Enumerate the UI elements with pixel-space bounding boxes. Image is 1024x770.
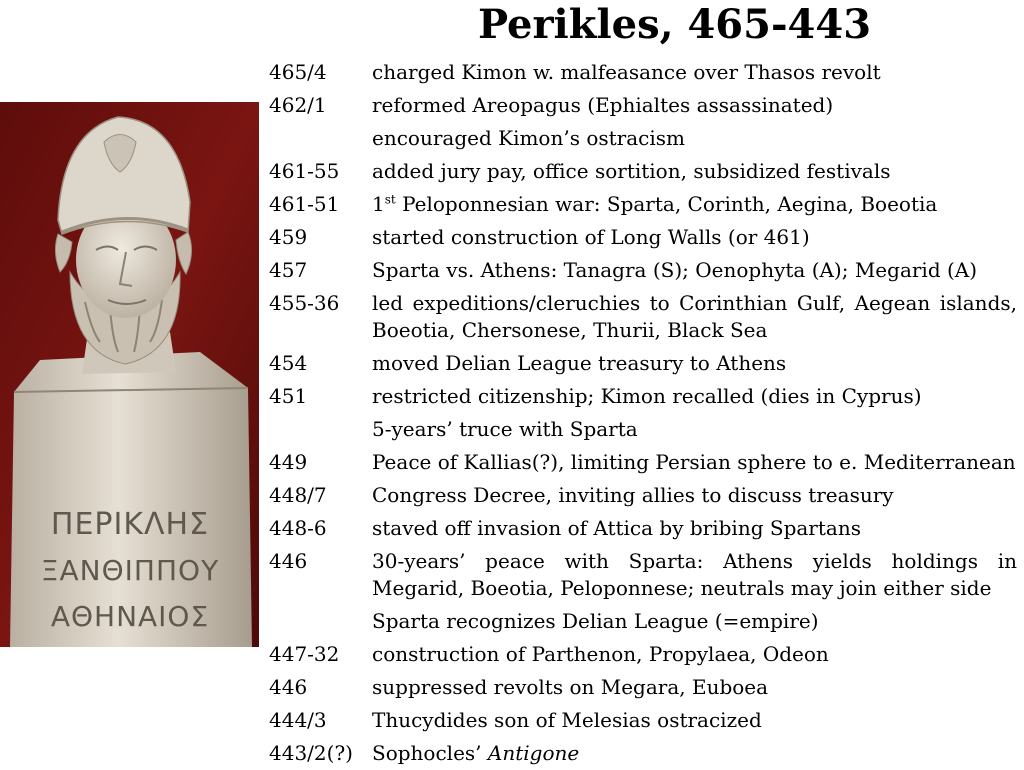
event-date: 447-32 xyxy=(269,642,340,666)
timeline-row xyxy=(269,254,1017,287)
event-description: suppressed revolts on Megara, Euboea xyxy=(372,675,769,699)
timeline-row xyxy=(269,704,1017,737)
timeline-row xyxy=(269,671,1017,704)
timeline-row xyxy=(269,512,1017,545)
event-date: 457 xyxy=(269,258,308,282)
timeline-row xyxy=(269,446,1017,479)
event-date: 455-36 xyxy=(269,291,340,315)
event-description: Thucydides son of Melesias ostracized xyxy=(372,708,762,732)
event-description: 5-years’ truce with Sparta xyxy=(372,417,638,441)
timeline-row xyxy=(269,347,1017,380)
event-description: charged Kimon w. malfeasance over Thasos revolt xyxy=(372,60,881,84)
event-date xyxy=(269,125,372,152)
event-text xyxy=(372,641,1017,668)
event-text xyxy=(372,350,1017,377)
page-title: Perikles, 465-443 xyxy=(478,1,872,48)
event-date: 461-51 xyxy=(269,192,340,216)
event-text xyxy=(372,416,1017,443)
event-text xyxy=(372,59,1017,86)
inscription-line-2: ΞΑΝΘΙΠΠΟΥ xyxy=(40,554,220,587)
event-text xyxy=(372,707,1017,734)
event-text xyxy=(372,92,1017,119)
timeline-row xyxy=(269,155,1017,188)
event-date: 448-6 xyxy=(269,516,327,540)
event-date: 446 xyxy=(269,549,308,573)
timeline-row xyxy=(269,605,1017,638)
event-text xyxy=(372,740,1017,767)
timeline-row xyxy=(269,188,1017,221)
event-date: 462/1 xyxy=(269,93,327,117)
event-date: 448/7 xyxy=(269,483,327,507)
event-description: Sparta vs. Athens: Tanagra (S); Oenophyta (A); Megarid (A) xyxy=(372,258,978,282)
event-date: 444/3 xyxy=(269,708,327,732)
timeline-row xyxy=(269,89,1017,122)
event-text xyxy=(372,482,1017,509)
timeline-row xyxy=(269,380,1017,413)
event-date: 454 xyxy=(269,351,308,375)
event-date: 461-55 xyxy=(269,159,340,183)
ordinal-number: 1 xyxy=(372,192,385,216)
event-date: 443/2(?) xyxy=(269,741,353,765)
inscription-line-1: ΠΕΡΙΚΛΗΣ xyxy=(50,507,210,542)
event-description: Congress Decree, inviting allies to discuss treasury xyxy=(372,483,894,507)
event-date: 459 xyxy=(269,225,308,249)
work-title: Antigone xyxy=(487,741,580,765)
event-description: Sophocles’ xyxy=(372,741,488,765)
event-description: reformed Areopagus (Ephialtes assassinated) xyxy=(372,93,834,117)
event-description: restricted citizenship; Kimon recalled (dies in Cyprus) xyxy=(372,384,922,408)
event-text xyxy=(372,449,1017,476)
event-text xyxy=(372,158,1017,185)
event-text xyxy=(372,515,1017,542)
event-text xyxy=(372,125,1017,152)
event-description: started construction of Long Walls (or 461) xyxy=(372,225,810,249)
timeline-row xyxy=(269,56,1017,89)
event-description: Sparta recognizes Delian League (=empire) xyxy=(372,609,819,633)
event-description: construction of Parthenon, Propylaea, Odeon xyxy=(372,642,829,666)
event-description: led expeditions/cleruchies to Corinthian Gulf, Aegean islands, Boeotia, Chersonese, Thurii, Black Sea xyxy=(372,291,1024,342)
event-description: Peloponnesian war: Sparta, Corinth, Aegina, Boeotia xyxy=(395,192,938,216)
event-description: added jury pay, office sortition, subsidized festivals xyxy=(372,159,891,183)
timeline-row xyxy=(269,287,1024,347)
timeline-row xyxy=(269,545,1024,605)
event-date: 446 xyxy=(269,675,308,699)
event-date: 449 xyxy=(269,450,308,474)
timeline-row xyxy=(269,413,1017,446)
timeline-row xyxy=(269,479,1017,512)
event-text xyxy=(372,257,1017,284)
event-text xyxy=(372,290,1024,344)
timeline-row xyxy=(269,122,1017,155)
bust-illustration xyxy=(0,102,259,647)
event-text xyxy=(372,224,1017,251)
event-description: encouraged Kimon’s ostracism xyxy=(372,126,685,150)
event-description: Peace of Kallias(?), limiting Persian sphere to e. Mediterranean xyxy=(372,450,1016,474)
perikles-bust-image xyxy=(0,102,259,647)
timeline-row xyxy=(269,221,1017,254)
inscription-line-3: ΑΘΗΝΑΙΟΣ xyxy=(50,600,210,633)
event-text xyxy=(372,548,1024,602)
event-text xyxy=(372,608,1017,635)
ordinal-suffix: st xyxy=(384,192,396,207)
event-text xyxy=(372,674,1017,701)
event-description: staved off invasion of Attica by bribing Spartans xyxy=(372,516,861,540)
timeline-row xyxy=(269,737,1017,770)
event-text xyxy=(372,191,1017,218)
event-description: moved Delian League treasury to Athens xyxy=(372,351,787,375)
timeline-list xyxy=(269,56,1024,770)
event-date xyxy=(269,416,372,443)
event-date xyxy=(269,608,372,635)
event-text xyxy=(372,383,1017,410)
event-date: 465/4 xyxy=(269,60,327,84)
timeline-row xyxy=(269,638,1017,671)
event-date: 451 xyxy=(269,384,308,408)
event-description: 30-years’ peace with Sparta: Athens yields holdings in Megarid, Boeotia, Peloponnese; neutrals may join either side xyxy=(372,549,1024,600)
